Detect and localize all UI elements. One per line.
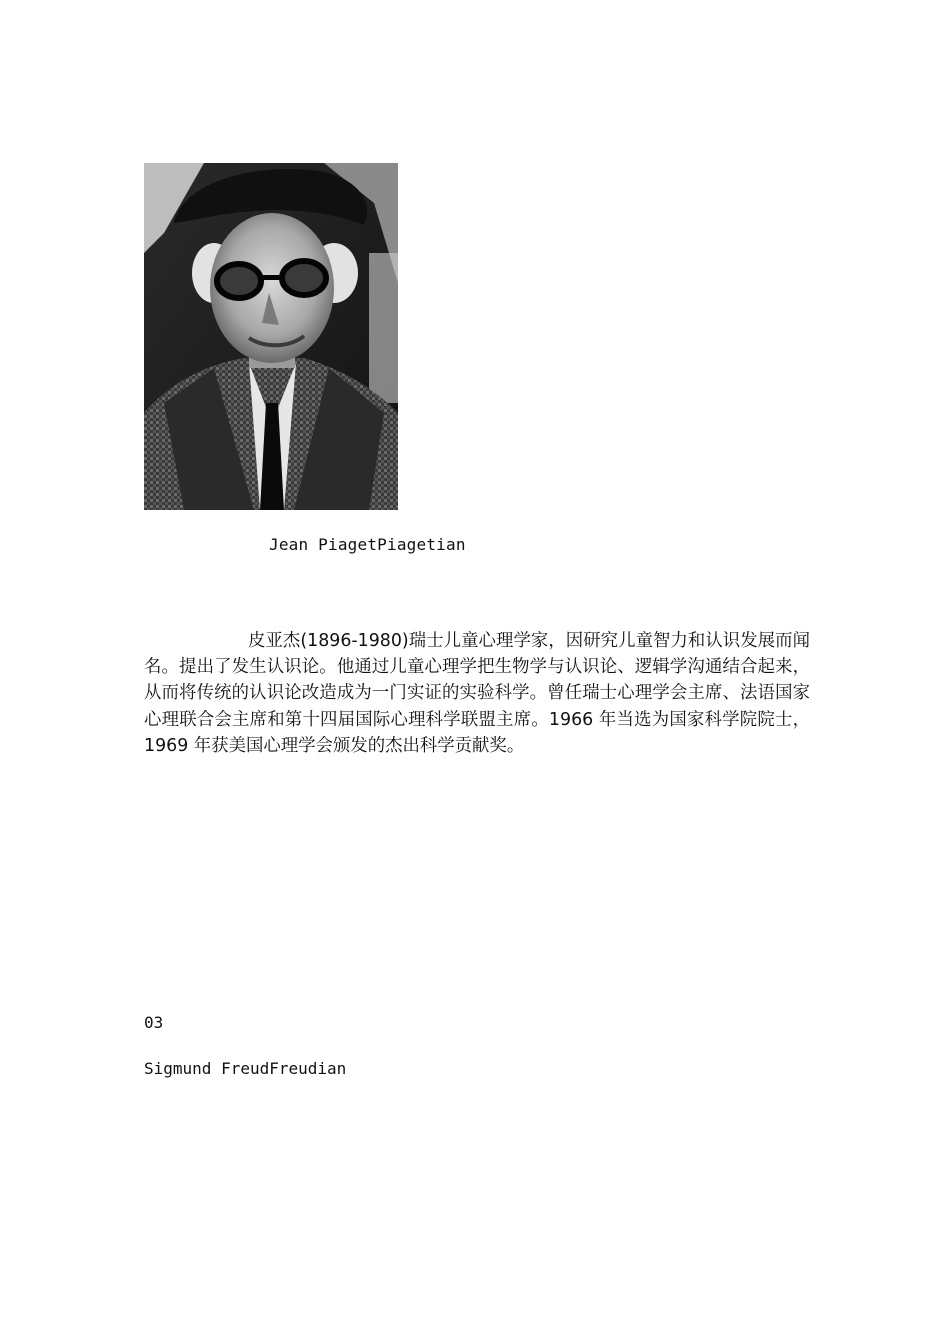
biography-paragraph: 皮亚杰(1896-1980)瑞士儿童心理学家，因研究儿童智力和认识发展而闻名。提出了发生认识论。他通过儿童心理学把生物学与认识论、逻辑学沟通结合起来，从而将传统的认识论改造成为一门实证的实验科学。曾任瑞士心理学会主席、法语国家心理联合会主席和第十四届国际心理科学联盟主席。1966 年当选为国家科学院院士，1969 年获美国心理学会颁发的杰出科学贡献奖。 [144, 631, 810, 756]
section-number: 03 [144, 1013, 164, 1032]
portrait-caption: Jean PiagetPiagetian [269, 535, 466, 554]
portrait-photo [144, 163, 398, 510]
portrait-image [144, 163, 398, 510]
section-person-name: Sigmund FreudFreudian [144, 1059, 347, 1078]
